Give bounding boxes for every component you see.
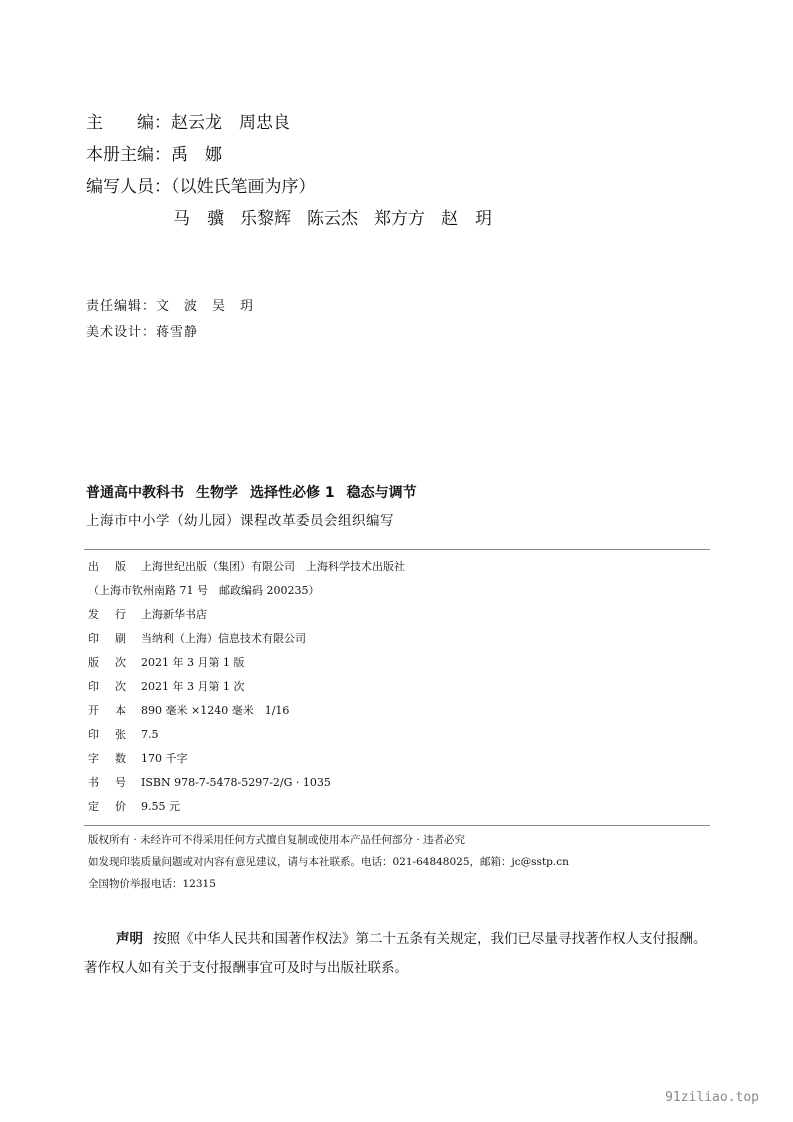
contact-notice: 如发现印装质量问题或对内容有意见建议，请与本社联系。电话：021-64848025，邮箱：jc@sstp.cn (88, 856, 569, 868)
pub-value: 7.5 (141, 728, 159, 741)
pub-value: 9.55 元 (141, 800, 180, 813)
pub-row-wordcount: 字 数 170 千字 (88, 752, 188, 765)
volume-editor-names: 禹 娜 (171, 145, 222, 165)
pub-value: 2021 年 3 月第 1 次 (141, 680, 245, 693)
writer-name: 乐黎辉 (240, 209, 291, 229)
writers-line (86, 177, 316, 197)
writer-name: 陈云杰 (307, 209, 358, 229)
pub-row-address (88, 584, 319, 598)
responsible-editor: 责任编辑：文 波 吴 玥 (86, 299, 255, 314)
book-title-part: 选择性必修 1 (250, 485, 335, 501)
chief-editor-line (86, 113, 290, 133)
writers-note: （以姓氏笔画为序） (171, 177, 316, 197)
writers-names (173, 209, 508, 229)
pub-row-sheets: 印 张 7.5 (88, 728, 159, 741)
book-title-part: 生物学 (196, 485, 238, 501)
declaration-text: 按照《中华人民共和国著作权法》第二十五条有关规定，我们已尽量寻找著作权人支付报酬。著作权人如有关于支付报酬事宜可及时与出版社联系。 (84, 931, 707, 976)
pub-value: 上海新华书店 (141, 608, 207, 621)
divider (84, 549, 710, 550)
pub-row-publisher: 出 版 上海世纪出版（集团）有限公司 上海科学技术出版社 (88, 560, 405, 573)
writers-label: 编写人员： (86, 177, 171, 197)
pub-row-format: 开 本 890 毫米 ×1240 毫米 1/16 (88, 704, 290, 717)
pub-value: 170 千字 (141, 752, 188, 765)
watermark: 91ziliao.top (665, 1090, 759, 1105)
organizer: 上海市中小学（幼儿园）课程改革委员会组织编写 (86, 513, 394, 529)
book-title-part: 稳态与调节 (346, 485, 417, 501)
pub-value: 当纳利（上海）信息技术有限公司 (141, 632, 306, 645)
declaration-label: 声明 (116, 931, 143, 947)
divider (84, 825, 710, 826)
writer-name: 郑方方 (374, 209, 425, 229)
copyright-notice: 版权所有 · 未经许可不得采用任何方式擅自复制或使用本产品任何部分 · 违者必究 (88, 834, 466, 846)
pub-value: 2021 年 3 月第 1 版 (141, 656, 245, 669)
book-title (86, 482, 429, 502)
pub-row-impression: 印 次 2021 年 3 月第 1 次 (88, 680, 245, 693)
pub-value: 上海世纪出版（集团）有限公司 上海科学技术出版社 (141, 560, 405, 573)
pub-row-printer: 印 刷 当纳利（上海）信息技术有限公司 (88, 632, 306, 645)
pub-value: （上海市钦州南路 71 号 邮政编码 200235） (88, 584, 320, 597)
book-title-part: 普通高中教科书 (86, 485, 184, 501)
art-design: 美术设计：蒋雪静 (86, 325, 199, 340)
pub-row-isbn: 书 号 ISBN 978-7-5478-5297-2/G · 1035 (88, 776, 331, 789)
volume-editor-label: 本册主编： (86, 145, 171, 165)
pub-row-price: 定 价 9.55 元 (88, 800, 180, 813)
declaration (84, 925, 714, 983)
writer-name: 赵 玥 (441, 209, 492, 229)
pub-row-distribution: 发 行 上海新华书店 (88, 608, 207, 621)
pub-value: 890 毫米 ×1240 毫米 1/16 (141, 704, 290, 717)
pub-row-edition: 版 次 2021 年 3 月第 1 版 (88, 656, 245, 669)
volume-editor-line (86, 145, 222, 165)
writer-name: 马 骥 (173, 209, 224, 229)
chief-editor-label: 主 编： (86, 113, 171, 133)
price-report-notice: 全国物价举报电话：12315 (88, 878, 216, 890)
chief-editor-names: 赵云龙 周忠良 (171, 113, 290, 133)
pub-value: ISBN 978-7-5478-5297-2/G · 1035 (141, 776, 331, 789)
